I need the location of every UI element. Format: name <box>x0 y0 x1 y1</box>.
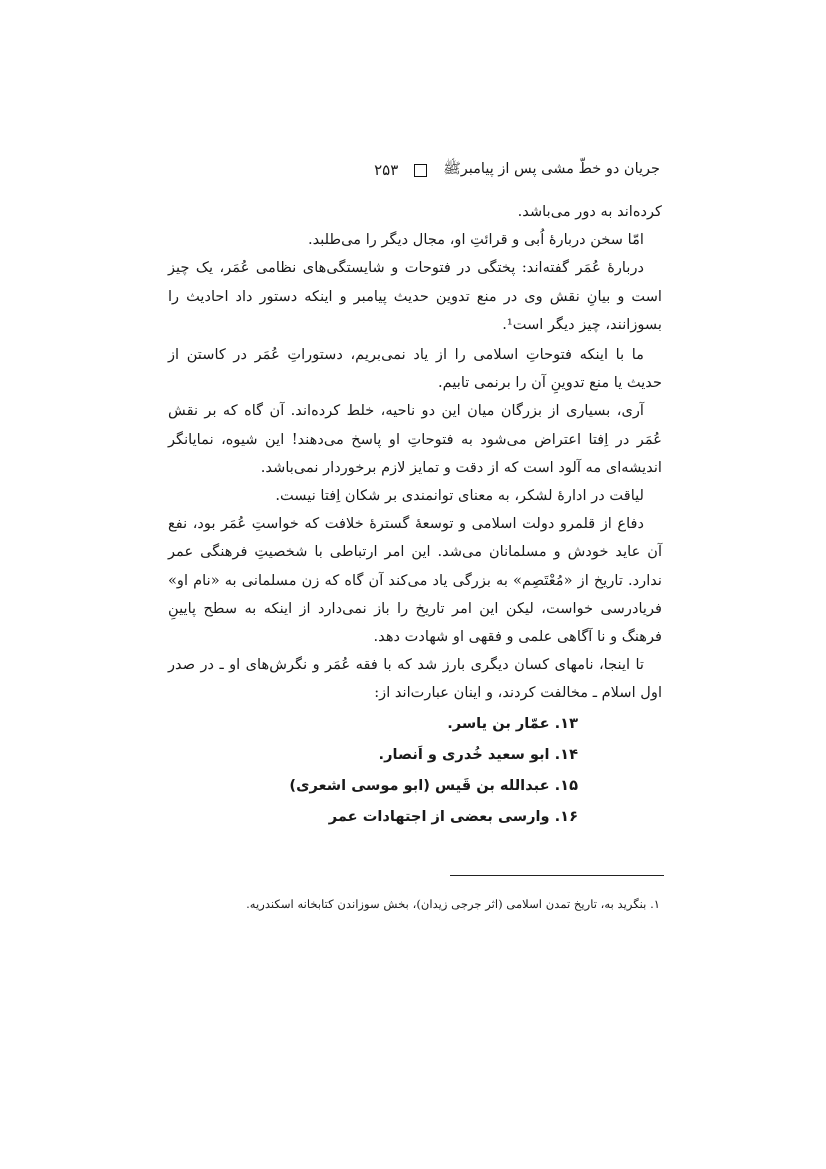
paragraph: امّا سخن دربارۀ اُبی و قرائتِ او، مجال دیگر را می‌طلبد. <box>307 231 644 249</box>
paragraph: دربارۀ عُمَر گفته‌اند: پختگی در فتوحات و شایستگی‌های نظامی عُمَر، یک چیز است و بیانِ نقش وی در منع تدوین حدیث پیامبر و اینکه دستور داد احادیث را بسوزانند، چیز دیگر است¹. <box>168 259 662 333</box>
list-item: ۱۳. عمّار بن یاسر. <box>447 714 578 732</box>
list-item: ۱۵. عبدالله بن قَیس (ابو موسی اشعری) <box>289 776 578 794</box>
list-item: ۱۶. وارسی بعضی از اجتهادات عمر <box>328 807 578 825</box>
paragraph: لیاقت در ادارۀ لشکر، به معنای توانمندی بر شکان اِفتا نیست. <box>275 487 644 505</box>
paragraph: تا اینجا، نامهای کسان دیگری بارز شد که با فقه عُمَر و نگرش‌های او ـ در صدر اول اسلام ـ مخالفت کردند، و اینان عبارت‌اند از: <box>168 656 662 702</box>
footnote: ۱. بنگرید به، تاریخ تمدن اسلامی (اثر جرجی زیدان)، بخش سوزاندن کتابخانه اسکندریه. <box>246 897 660 911</box>
page-number: ۲۵۳ <box>374 161 399 179</box>
list-item: ۱۴. ابو سعید خُدری و اَنصار. <box>378 745 578 763</box>
paragraph: ما با اینکه فتوحاتِ اسلامی را از یاد نمی‌بریم، دستوراتِ عُمَر در کاستن از حدیث یا منع تدوینِ آن را برنمی تابیم. <box>168 346 662 392</box>
paragraph: دفاع از قلمرو دولت اسلامی و توسعۀ گسترۀ خلافت که خواستِ عُمَر بود، نفع آن عاید خودش و مسلمانان می‌شد. این امر ارتباطی با شخصیتِ فرهنگی عمر ندارد. تاریخ از «مُعْتَصِم» به بزرگی یاد می‌کند آن گاه که زن مسلمانی به «نام او» فریادرسی خواست، لیکن این امر تاریخ را باز نمی‌دارد از اینکه به سطح پایینِ فرهنگ و نا آگاهی علمی و فقهی او شهادت دهد. <box>168 515 662 646</box>
paragraph: کرده‌اند به دور می‌باشد. <box>517 203 662 220</box>
numbered-list <box>168 708 662 832</box>
square-ornament-icon <box>414 164 427 177</box>
footnote-divider <box>450 875 664 876</box>
paragraph: آری، بسیاری از بزرگان میان این دو ناحیه، خلط کرده‌اند. آن گاه که بر نقش عُمَر در اِفتا اعتراض می‌شود به فتوحاتِ او پاسخ می‌دهند! این شیوه، نمایانگر اندیشه‌ای مه آلود است که از دقت و تمایز لازم برخوردار نمی‌باشد. <box>168 402 662 476</box>
running-header <box>170 158 660 182</box>
running-title: جریان دو خطّ مشی پس از پیامبرﷺ <box>443 160 660 177</box>
body-text <box>168 198 662 832</box>
